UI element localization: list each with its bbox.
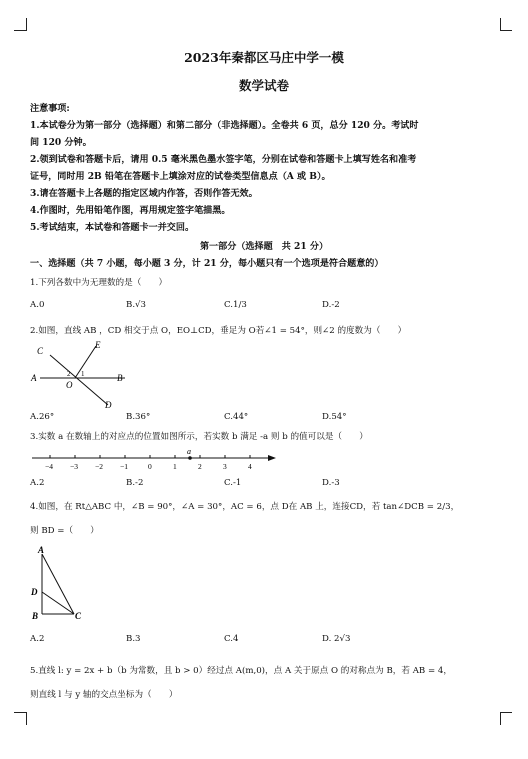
question-1-stem: 1.下列各数中为无理数的是（ ） <box>30 278 168 288</box>
q4-label-c: C <box>75 611 82 621</box>
notice-line: 4.作图时，先用铅笔作图，再用规定签字笔描黑。 <box>30 205 231 216</box>
q3-point-a-label: a <box>187 447 191 456</box>
q2-label-c: C <box>37 346 44 356</box>
question-4-stem: 4.如图，在 Rt△ABC 中，∠B = 90°，∠A = 30°，AC = 6，点 D在 AB 上，连接CD，若 tan∠DCB = 2/3， <box>30 502 460 512</box>
q3-option-c: C.-1 <box>224 478 242 488</box>
q3-tick-label: 0 <box>148 462 152 471</box>
question-3-stem: 3.实数 a 在数轴上的对应点的位置如图所示，若实数 b 满足 -a 则 b 的值可以是（ ） <box>30 432 368 442</box>
q3-tick-label: −4 <box>45 462 53 471</box>
crop-mark-bl-h <box>14 712 26 713</box>
q2-option-d: D.54° <box>322 412 347 422</box>
q3-option-b: B.-2 <box>126 478 144 488</box>
crop-mark-tl-h <box>14 30 26 31</box>
crop-mark-tr-v <box>500 18 501 31</box>
q3-tick-label: 1 <box>173 462 177 471</box>
notice-line: 1.本试卷分为第一部分（选择题）和第二部分（非选择题）。全卷共 6 页，总分 120 分。考试时 <box>30 120 419 131</box>
q1-option-a: A.0 <box>30 300 45 310</box>
q4-option-b: B.3 <box>126 634 141 644</box>
question-4-stem-cont: 则 BD =（ ） <box>30 526 99 536</box>
crop-mark-tr-h <box>500 30 512 31</box>
q3-tick-label: −2 <box>95 462 103 471</box>
question-5-stem: 5.直线 l: y = 2x + b（b 为常数，且 b > 0）经过点 A(m,0)，点 A 关于原点 O 的对称点为 B，若 AB = 4， <box>30 666 452 676</box>
q2-label-d: D <box>105 400 112 410</box>
notice-line: 3.请在答题卡上各题的指定区域内作答，否则作答无效。 <box>30 188 258 199</box>
q3-tick-label: −1 <box>120 462 128 471</box>
q2-figure <box>30 338 140 410</box>
q4-label-b: B <box>32 611 39 621</box>
notice-line: 证号，同时用 2B 铅笔在答题卡上填涂对应的试卷类型信息点（A 或 B）。 <box>30 171 331 182</box>
q4-label-a: A <box>38 545 45 555</box>
q2-label-o: O <box>66 380 73 390</box>
crop-mark-br-v <box>500 712 501 725</box>
q3-tick-label: −3 <box>70 462 78 471</box>
q2-option-b: B.36° <box>126 412 151 422</box>
crop-mark-tl-v <box>26 18 27 31</box>
q2-label-2: 2 <box>67 370 71 378</box>
q4-option-d: D. 2√3 <box>322 634 351 644</box>
notice-heading: 注意事项: <box>30 103 70 114</box>
q2-option-c: C.44° <box>224 412 249 422</box>
q1-option-c: C.1/3 <box>224 300 247 310</box>
q3-number-line <box>30 446 280 472</box>
q2-label-e: E <box>95 340 101 350</box>
q2-option-a: A.26° <box>30 412 55 422</box>
crop-mark-br-h <box>500 712 512 713</box>
notice-line: 间 120 分钟。 <box>30 137 92 148</box>
q1-option-b: B.√3 <box>126 300 146 310</box>
q2-label-a: A <box>31 373 37 383</box>
q3-tick-label: 4 <box>248 462 252 471</box>
page-subtitle: 数学试卷 <box>238 78 289 93</box>
q3-option-d: D.-3 <box>322 478 340 488</box>
q3-tick-label: 3 <box>223 462 227 471</box>
question-5-stem-cont: 则直线 l 与 y 轴的交点坐标为（ ） <box>30 690 178 700</box>
q1-option-d: D.-2 <box>322 300 340 310</box>
section-heading: 一、选择题（共 7 小题，每小题 3 分，计 21 分，每小题只有一个选项是符合题意的） <box>30 258 384 269</box>
q4-label-d: D <box>31 587 38 597</box>
q4-option-a: A.2 <box>30 634 45 644</box>
notice-line: 5.考试结束，本试卷和答题卡一并交回。 <box>30 222 195 233</box>
q3-tick-label: 2 <box>198 462 202 471</box>
question-2-stem: 2.如图，直线 AB ，CD 相交于点 O，EO⊥CD，垂足为 O若∠1 = 54°，则∠2 的度数为（ ） <box>30 326 407 336</box>
q3-option-a: A.2 <box>30 478 45 488</box>
q2-label-1: 1 <box>81 370 85 378</box>
page-title: 2023年秦都区马庄中学一模 <box>184 50 344 65</box>
crop-mark-bl-v <box>26 712 27 725</box>
q2-label-b: B <box>117 373 123 383</box>
part-heading: 第一部分（选择题 共 21 分） <box>199 241 329 252</box>
notice-line: 2.领到试卷和答题卡后，请用 0.5 毫米黑色墨水签字笔，分别在试卷和答题卡上填写姓名和准考 <box>30 154 417 165</box>
q4-figure <box>30 544 90 626</box>
q4-option-c: C.4 <box>224 634 239 644</box>
